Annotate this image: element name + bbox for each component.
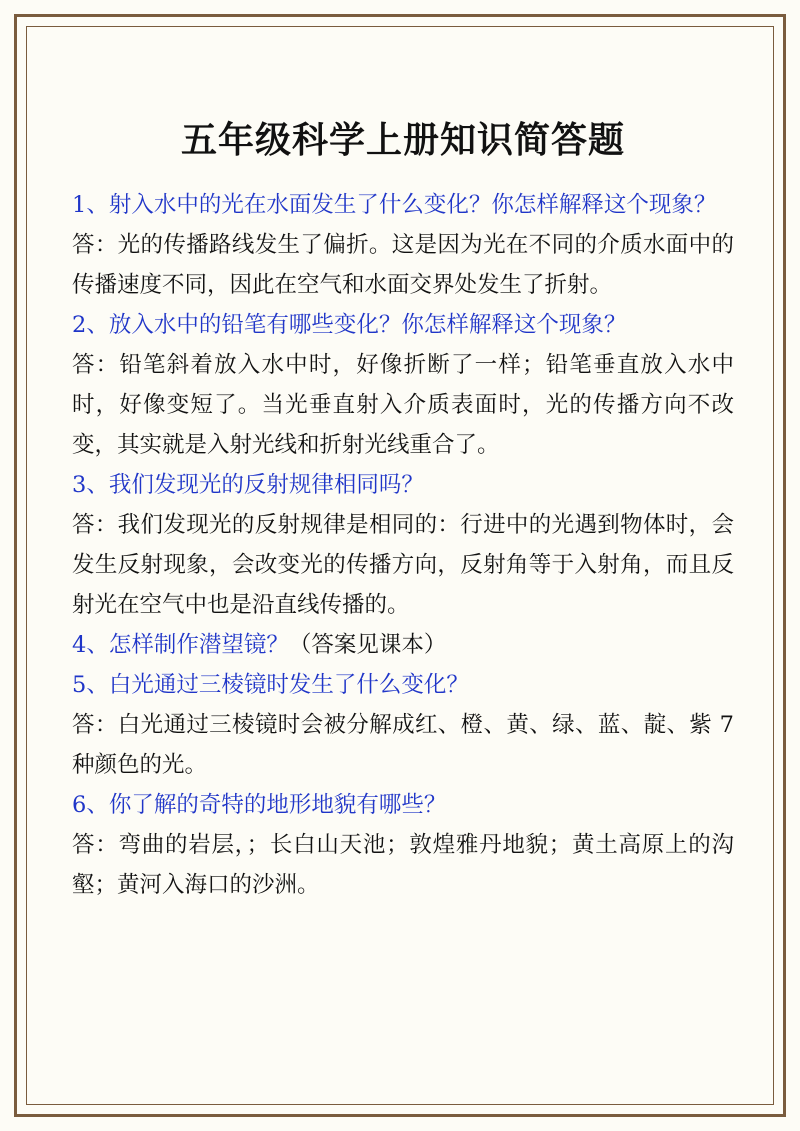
answer-5: 答：白光通过三棱镜时会被分解成红、橙、黄、绿、蓝、靛、紫 7 种颜色的光。 bbox=[72, 712, 734, 778]
document-body bbox=[72, 112, 734, 905]
question-1: 1、射入水中的光在水面发生了什么变化？你怎样解释这个现象？ bbox=[72, 192, 717, 218]
page-title: 五年级科学上册知识简答题 bbox=[180, 120, 625, 161]
question-2: 2、放入水中的铅笔有哪些变化？你怎样解释这个现象？ bbox=[72, 312, 627, 338]
answer-6: 答：弯曲的岩层，；长白山天池；敦煌雅丹地貌；黄土高原上的沟壑；黄河入海口的沙洲。 bbox=[72, 832, 734, 898]
question-4-text: 4、怎样制作潜望镜？ bbox=[72, 632, 289, 658]
answer-1: 答：光的传播路线发生了偏折。这是因为光在不同的介质水面中的传播速度不同，因此在空气和水面交界处发生了折射。 bbox=[72, 232, 734, 298]
question-4 bbox=[72, 625, 734, 665]
question-4-note: （答案见课本） bbox=[288, 632, 447, 658]
question-5: 5、白光通过三棱镜时发生了什么变化？ bbox=[72, 672, 469, 698]
answer-2: 答：铅笔斜着放入水中时，好像折断了一样；铅笔垂直放入水中时，好像变短了。当光垂直射入介质表面时，光的传播方向不改变，其实就是入射光线和折射光线重合了。 bbox=[72, 352, 734, 458]
answer-3: 答：我们发现光的反射规律是相同的：行进中的光遇到物体时，会发生反射现象，会改变光的传播方向，反射角等于入射角，而且反射光在空气中也是沿直线传播的。 bbox=[72, 512, 734, 618]
question-6: 6、你了解的奇特的地形地貌有哪些？ bbox=[72, 792, 447, 818]
question-3: 3、我们发现光的反射规律相同吗？ bbox=[72, 472, 424, 498]
